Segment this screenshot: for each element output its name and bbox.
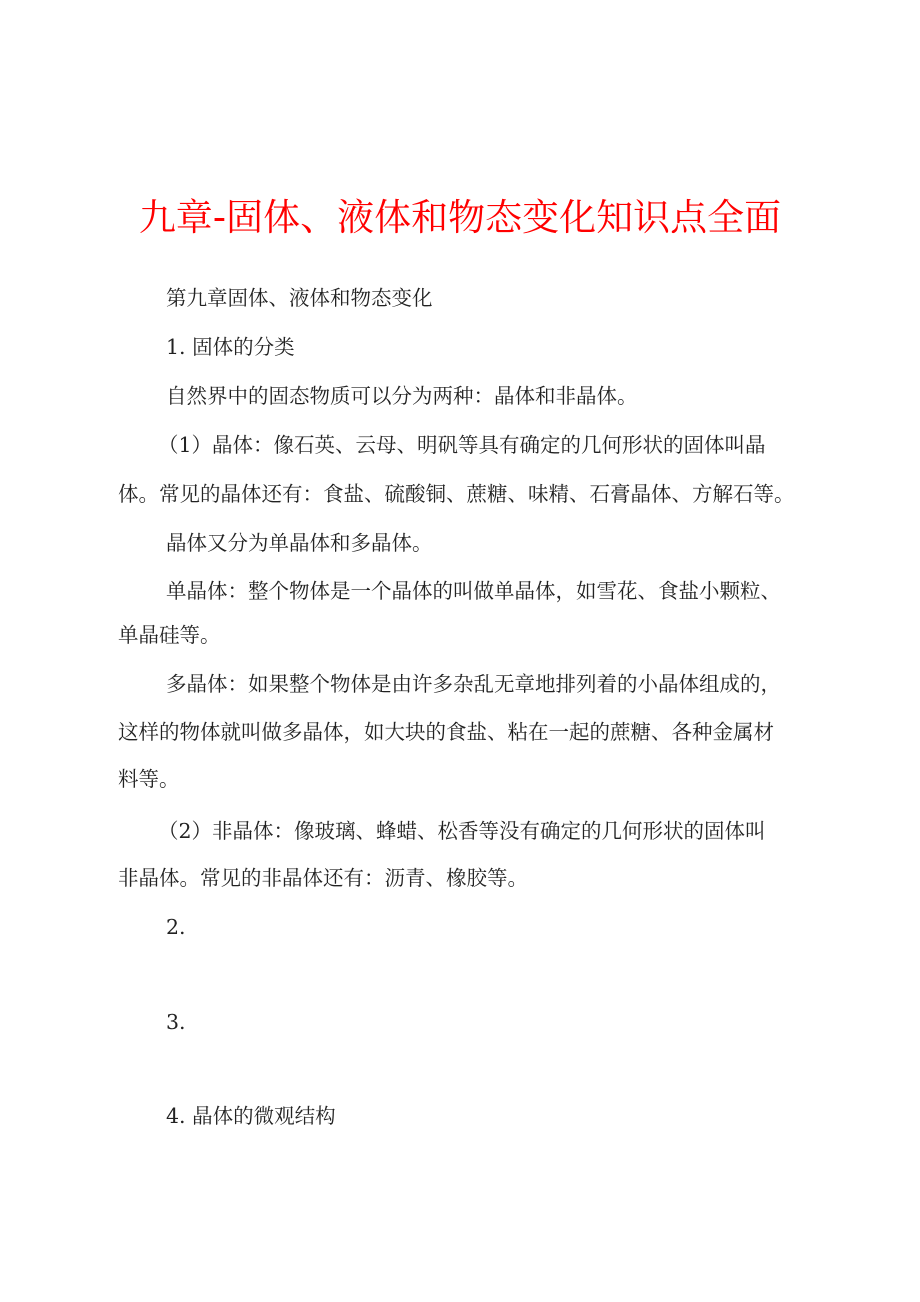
section-heading-4: 4. 晶体的微观结构 [166, 1104, 336, 1128]
paragraph-line: 这样的物体就叫做多晶体，如大块的食盐、粘在一起的蔗糖、各种金属材 [118, 720, 774, 744]
paragraph-line: （1）晶体：像石英、云母、明矾等具有确定的几何形状的固体叫晶 [158, 433, 766, 457]
paragraph-line: 晶体又分为单晶体和多晶体。 [166, 531, 433, 555]
paragraph-line: 料等。 [118, 767, 180, 791]
paragraph-line: （2）非晶体：像玻璃、蜂蜡、松香等没有确定的几何形状的固体叫 [158, 819, 766, 843]
paragraph-line: 体。常见的晶体还有：食盐、硫酸铜、蔗糖、味精、石膏晶体、方解石等。 [118, 482, 795, 506]
document-title: 九章-固体、液体和物态变化知识点全面 [138, 196, 782, 239]
paragraph-line: 自然界中的固态物质可以分为两种：晶体和非晶体。 [166, 384, 638, 408]
paragraph-line: 非晶体。常见的非晶体还有：沥青、橡胶等。 [118, 866, 528, 890]
paragraph-line: 单晶硅等。 [118, 623, 221, 647]
paragraph-line: 单晶体：整个物体是一个晶体的叫做单晶体，如雪花、食盐小颗粒、 [166, 579, 781, 603]
section-heading-2: 2. [166, 915, 186, 939]
section-heading-1: 1. 固体的分类 [166, 335, 295, 359]
section-heading-3: 3. [166, 1010, 186, 1034]
chapter-heading: 第九章固体、液体和物态变化 [166, 286, 433, 310]
paragraph-line: 多晶体：如果整个物体是由许多杂乱无章地排列着的小晶体组成的， [166, 672, 781, 696]
